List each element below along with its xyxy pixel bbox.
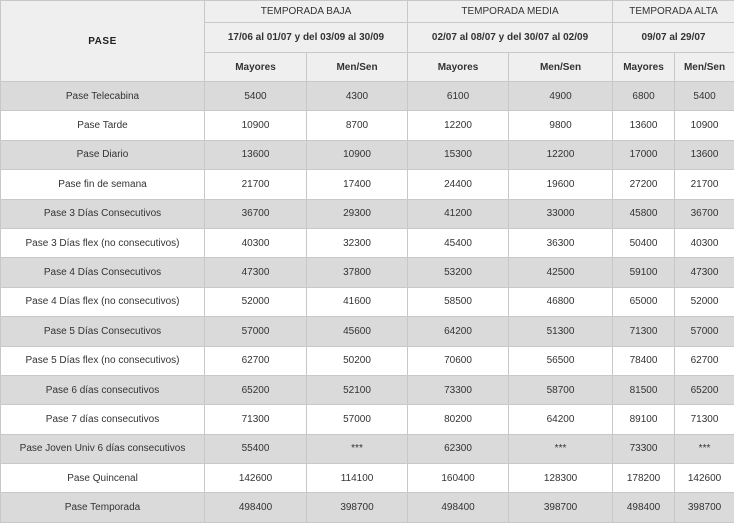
subheader-mayores: Mayores [205,53,307,82]
price-cell: 57000 [675,317,734,346]
price-cell: 45600 [307,317,408,346]
price-cell: 80200 [408,405,509,434]
price-cell: 15300 [408,140,509,169]
table-row [1,228,734,257]
row-label: Pase 4 Días flex (no consecutivos) [1,287,205,316]
price-cell: 398700 [675,493,734,522]
subheader-mayores: Mayores [408,53,509,82]
table-row [1,111,734,140]
price-cell: 12200 [509,140,613,169]
price-cell: 33000 [509,199,613,228]
price-cell: 52000 [205,287,307,316]
price-cell: 498400 [613,493,675,522]
price-cell: 47300 [205,258,307,287]
price-cell: 17400 [307,170,408,199]
price-cell: 27200 [613,170,675,199]
price-cell: 6100 [408,82,509,111]
price-cell: 498400 [205,493,307,522]
row-label: Pase 3 Días Consecutivos [1,199,205,228]
season-header-media: TEMPORADA MEDIA [408,1,613,23]
price-cell: 114100 [307,464,408,493]
subheader-men-sen: Men/Sen [307,53,408,82]
price-cell: 56500 [509,346,613,375]
price-cell: 10900 [205,111,307,140]
table-title: PASE [1,1,205,82]
price-cell: 36300 [509,228,613,257]
price-cell: 398700 [307,493,408,522]
price-cell: 12200 [408,111,509,140]
price-cell: 65000 [613,287,675,316]
price-cell: 13600 [613,111,675,140]
price-cell: 64200 [408,317,509,346]
table-row [1,493,734,522]
row-label: Pase Tarde [1,111,205,140]
price-cell: 21700 [205,170,307,199]
price-cell: 62700 [205,346,307,375]
price-cell: 73300 [408,375,509,404]
price-cell: 62300 [408,434,509,463]
price-cell: 50200 [307,346,408,375]
price-cell: *** [675,434,734,463]
price-cell: *** [307,434,408,463]
table-row [1,317,734,346]
subheader-men-sen: Men/Sen [675,53,734,82]
table-row [1,464,734,493]
price-cell: 37800 [307,258,408,287]
price-cell: 10900 [307,140,408,169]
price-cell: 13600 [205,140,307,169]
price-cell: 81500 [613,375,675,404]
season-header-alta: TEMPORADA ALTA [613,1,734,23]
price-cell: 65200 [205,375,307,404]
table-row [1,287,734,316]
price-cell: 57000 [205,317,307,346]
price-cell: 41600 [307,287,408,316]
price-cell: 70600 [408,346,509,375]
price-cell: 40300 [675,228,734,257]
table-row [1,375,734,404]
price-cell: 398700 [509,493,613,522]
season-dates-alta: 09/07 al 29/07 [613,23,734,53]
price-cell: 29300 [307,199,408,228]
price-cell: 36700 [205,199,307,228]
table-row [1,405,734,434]
row-label: Pase 7 días consecutivos [1,405,205,434]
price-cell: 24400 [408,170,509,199]
table-row [1,140,734,169]
price-cell: 10900 [675,111,734,140]
price-cell: 160400 [408,464,509,493]
price-cell: 5400 [205,82,307,111]
price-cell: 142600 [675,464,734,493]
price-cell: 55400 [205,434,307,463]
table-row [1,258,734,287]
price-cell: 142600 [205,464,307,493]
price-cell: 73300 [613,434,675,463]
price-cell: 89100 [613,405,675,434]
row-label: Pase Diario [1,140,205,169]
table-row [1,199,734,228]
row-label: Pase 3 Días flex (no consecutivos) [1,228,205,257]
price-cell: 45800 [613,199,675,228]
table-row [1,170,734,199]
price-cell: 62700 [675,346,734,375]
table-row [1,82,734,111]
subheader-mayores: Mayores [613,53,675,82]
price-cell: 65200 [675,375,734,404]
price-cell: 52100 [307,375,408,404]
price-cell: 40300 [205,228,307,257]
price-cell: 58700 [509,375,613,404]
row-label: Pase 6 días consecutivos [1,375,205,404]
price-cell: 71300 [675,405,734,434]
row-label: Pase Quincenal [1,464,205,493]
price-cell: 8700 [307,111,408,140]
row-label: Pase Temporada [1,493,205,522]
price-cell: 64200 [509,405,613,434]
price-cell: 58500 [408,287,509,316]
price-cell: 4900 [509,82,613,111]
price-cell: 5400 [675,82,734,111]
price-cell: 57000 [307,405,408,434]
row-label: Pase Joven Univ 6 días consecutivos [1,434,205,463]
price-cell: 128300 [509,464,613,493]
row-label: Pase Telecabina [1,82,205,111]
price-cell: 53200 [408,258,509,287]
price-cell: 42500 [509,258,613,287]
price-cell: 4300 [307,82,408,111]
price-cell: 21700 [675,170,734,199]
price-cell: 78400 [613,346,675,375]
price-cell: 13600 [675,140,734,169]
price-cell: 46800 [509,287,613,316]
price-cell: 6800 [613,82,675,111]
row-label: Pase 5 Días flex (no consecutivos) [1,346,205,375]
season-dates-baja: 17/06 al 01/07 y del 03/09 al 30/09 [205,23,408,53]
table-row [1,346,734,375]
price-cell: *** [509,434,613,463]
price-cell: 9800 [509,111,613,140]
subheader-men-sen: Men/Sen [509,53,613,82]
price-cell: 52000 [675,287,734,316]
price-cell: 32300 [307,228,408,257]
season-dates-media: 02/07 al 08/07 y del 30/07 al 02/09 [408,23,613,53]
table-row [1,434,734,463]
price-cell: 17000 [613,140,675,169]
row-label: Pase 5 Días Consecutivos [1,317,205,346]
price-cell: 178200 [613,464,675,493]
price-cell: 51300 [509,317,613,346]
price-cell: 19600 [509,170,613,199]
price-cell: 498400 [408,493,509,522]
price-cell: 50400 [613,228,675,257]
price-cell: 71300 [613,317,675,346]
row-label: Pase fin de semana [1,170,205,199]
price-cell: 45400 [408,228,509,257]
price-cell: 47300 [675,258,734,287]
row-label: Pase 4 Días Consecutivos [1,258,205,287]
price-cell: 59100 [613,258,675,287]
price-cell: 71300 [205,405,307,434]
price-cell: 41200 [408,199,509,228]
season-header-baja: TEMPORADA BAJA [205,1,408,23]
price-cell: 36700 [675,199,734,228]
